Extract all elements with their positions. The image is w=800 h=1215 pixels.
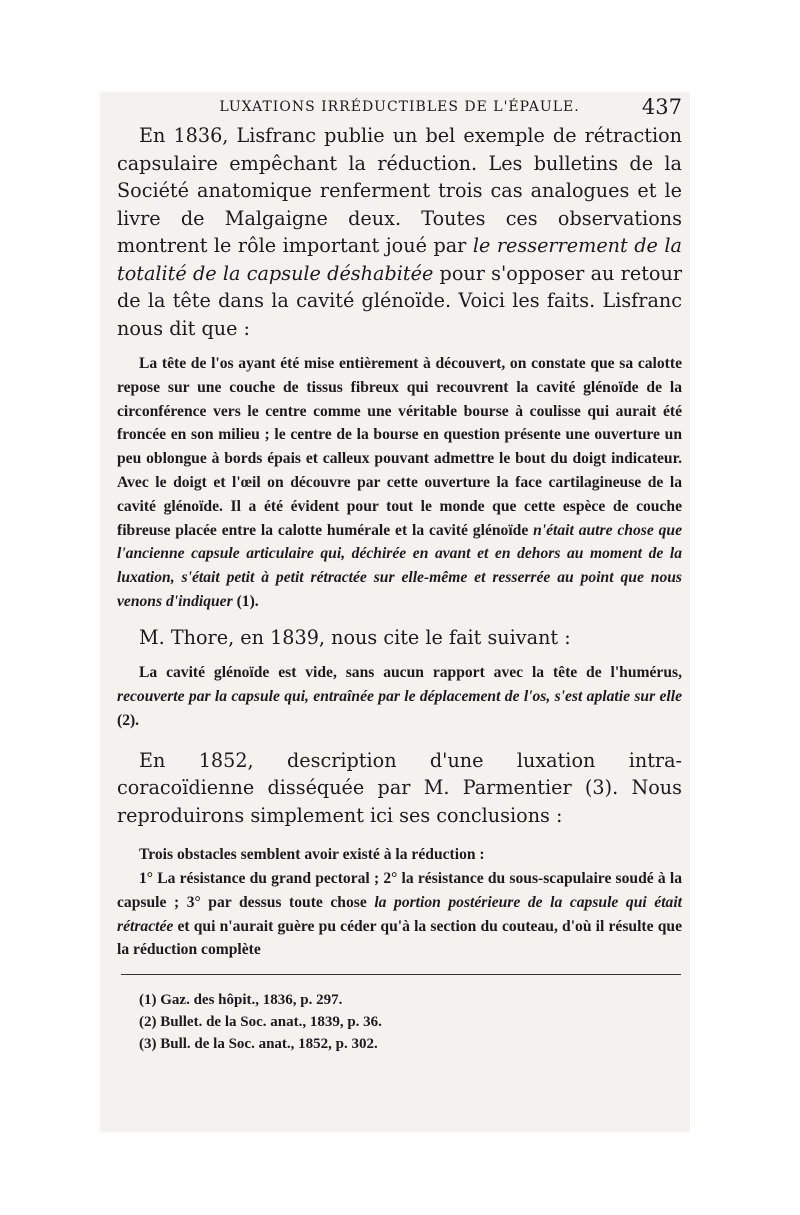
- page-content: [117, 92, 682, 1055]
- footnote-2: (2) Bullet. de la Soc. anat., 1839, p. 36.: [139, 1014, 382, 1031]
- quote-parmentier-intro: Trois obstacles semblent avoir existé à la réduction :: [139, 846, 485, 864]
- italic-phrase: le resserrement de la totalité de la capsule déshabitée: [117, 234, 682, 285]
- paragraph-text: pour s'opposer au retour de la tête dans la cavité glénoïde. Voici les faits. Lisfranc nous dit que :: [117, 261, 682, 340]
- quote-thore: [117, 661, 682, 732]
- italic-phrase: la portion postérieure de la capsule qui était rétractée: [117, 893, 682, 935]
- quote-text: (2).: [117, 711, 140, 729]
- quote-text: 1° La résistance du grand pectoral ; 2° la résistance du sous-scapulaire soudé à la capsule ; 3° par dessus toute chose: [117, 869, 682, 911]
- paragraph-lisfranc: [117, 122, 682, 342]
- footnote-3: (3) Bull. de la Soc. anat., 1852, p. 302.: [139, 1036, 378, 1053]
- italic-phrase: n'était autre chose que l'ancienne capsule articulaire qui, déchirée en avant et en dehors au moment de la luxation, s'était petit à petit rétractée sur elle-même et resserrée au point que nous venons d'indiquer: [117, 521, 682, 610]
- paragraph-parmentier: En 1852, description d'une luxation intra-coracoïdienne disséquée par M. Parmentier (3). Nous reproduirons simplement ici ses conclusions :: [117, 748, 682, 827]
- page-number: 437: [641, 95, 682, 119]
- running-title: LUXATIONS IRRÉDUCTIBLES DE L'ÉPAULE.: [219, 99, 580, 115]
- quote-text: La cavité glénoïde est vide, sans aucun rapport avec la tête de l'humérus,: [139, 664, 682, 682]
- footnote-rule: [121, 974, 681, 975]
- quote-text: et qui n'aurait guère pu céder qu'à la section du couteau, d'où il résulte que la réduction complète: [117, 917, 682, 959]
- quote-text: (1).: [232, 592, 259, 610]
- footnotes: [117, 989, 682, 1055]
- quote-text: La tête de l'os ayant été mise entièrement à découvert, on constate que sa calotte repose sur une couche de tissus fibreux qui recouvrent la cavité glénoïde de la circonférence vers le centre comme une véritable bourse à coulisse qui aurait été froncée en son milieu ; le centre de la bourse en question présente une ouverture un peu oblongue à bords épais et calleux pouvant admettre le bout du doigt indicateur. Avec le doigt et l'œil on découvre par cette ouverture la face cartilagineuse de la cavité glénoïde. Il a été évident pour tout le monde que cette espèce de couche fibreuse placée entre la calotte humérale et la cavité glénoïde: [117, 355, 682, 539]
- quote-lisfranc: [117, 352, 682, 614]
- italic-phrase: recouverte par la capsule qui, entraînée par le déplacement de l'os, s'est aplatie sur elle: [117, 688, 682, 706]
- quote-parmentier: [117, 867, 682, 962]
- paragraph-text: En 1836, Lisfranc publie un bel exemple de rétraction capsulaire empêchant la réduction. Les bulletins de la Société anatomique renferment trois cas analogues et le livre de Malgaigne deux. Toutes ces observations montrent le rôle important joué par: [117, 124, 682, 257]
- paragraph-thore: M. Thore, en 1839, nous cite le fait suivant :: [139, 625, 571, 649]
- footnote-1: (1) Gaz. des hôpit., 1836, p. 297.: [139, 992, 343, 1009]
- running-head: [117, 92, 682, 122]
